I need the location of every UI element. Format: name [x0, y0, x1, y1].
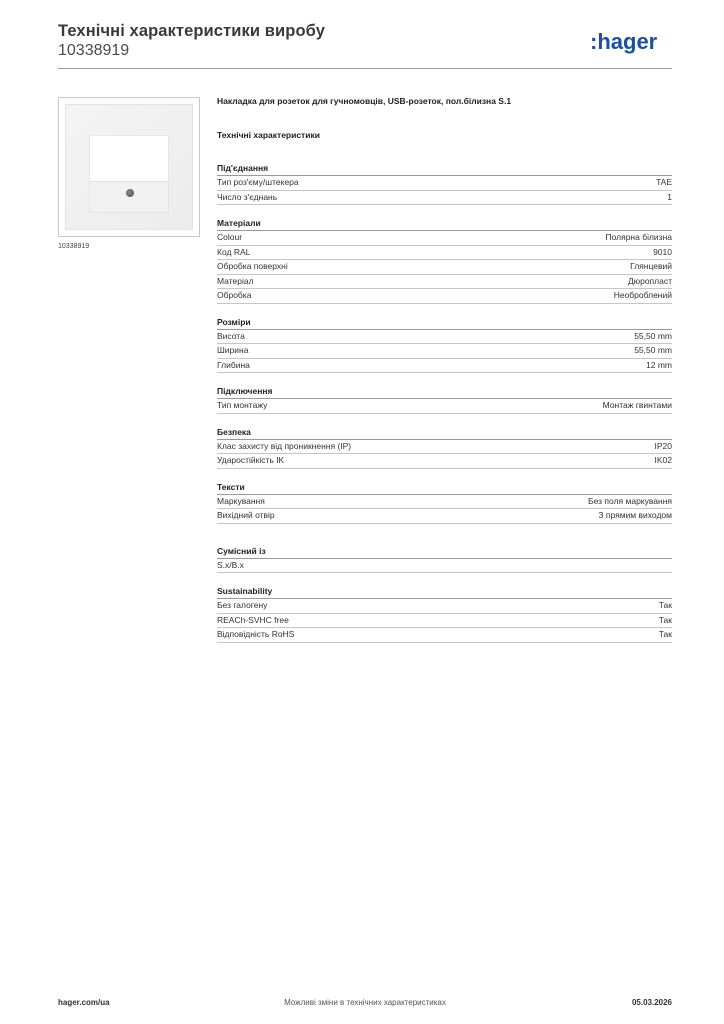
spec-value: 9010 — [653, 246, 672, 257]
spec-label: Клас захисту від проникнення (IP) — [217, 440, 352, 451]
spec-row — [217, 440, 672, 455]
spec-value: Необроблений — [613, 290, 672, 300]
spec-row — [217, 260, 672, 275]
spec-row — [217, 454, 672, 469]
spec-value: Так — [658, 629, 672, 639]
spec-section — [217, 546, 672, 574]
section-title: Підключення — [217, 386, 672, 399]
footer-website: hager.com/ua — [58, 998, 110, 1007]
section-title: Тексти — [217, 482, 672, 495]
spec-value: З прямим виходом — [598, 510, 672, 520]
section-title: Під'єднання — [217, 163, 672, 176]
spec-value: 55,50 mm — [634, 330, 672, 341]
page-footer — [58, 998, 672, 1012]
spec-value: 1 — [667, 191, 672, 202]
spec-row — [217, 509, 672, 524]
spec-row — [217, 330, 672, 345]
spec-label: Ширина — [217, 345, 249, 355]
spec-value: IP20 — [654, 440, 672, 451]
spec-label: Висота — [217, 330, 245, 341]
footer-disclaimer: Можливі зміни в технічних характеристиках — [284, 998, 446, 1007]
spec-section — [217, 317, 672, 374]
header-divider — [58, 68, 672, 69]
spec-value: Без поля маркування — [588, 495, 672, 506]
spec-row — [217, 275, 672, 290]
page-header — [58, 22, 672, 60]
spec-row — [217, 176, 672, 191]
spec-row — [217, 495, 672, 510]
spec-label: Colour — [217, 232, 243, 242]
spec-value: IK02 — [654, 455, 672, 465]
spec-label: Відповідність RoHS — [217, 629, 295, 639]
section-title: Сумісний із — [217, 546, 672, 559]
spec-label: Удароcтійкість IK — [217, 455, 285, 465]
document-number: 10338919 — [58, 42, 130, 59]
spec-value: Так — [658, 600, 672, 610]
spec-label: Код RAL — [217, 246, 251, 257]
spec-row — [217, 191, 672, 206]
plate-opening — [90, 136, 168, 182]
spec-value: Глянцевий — [630, 261, 672, 271]
spec-row — [217, 559, 672, 574]
spec-sections — [217, 163, 672, 643]
product-description: Накладка для розеток для гучномовців, USB-розеток, пол.білизна S.1 — [217, 96, 512, 106]
spec-value: Монтаж гвинтами — [602, 400, 672, 410]
spec-row — [217, 344, 672, 359]
spec-value: 12 mm — [646, 359, 672, 370]
section-title: Безпека — [217, 427, 672, 440]
document-title: Технічні характеристики виробу — [58, 22, 325, 40]
spec-row — [217, 599, 672, 614]
spec-label: Число з'єднань — [217, 191, 278, 202]
spec-label: Без галогену — [217, 600, 268, 610]
spec-row — [217, 399, 672, 414]
product-image — [58, 97, 200, 237]
spec-value: TAE — [656, 177, 672, 187]
spec-row — [217, 289, 672, 304]
spec-label: Матеріал — [217, 275, 254, 286]
hager-logo — [590, 30, 672, 54]
spec-heading: Технічні характеристики — [217, 130, 320, 140]
spec-section — [217, 586, 672, 643]
spec-label: Глибина — [217, 359, 250, 370]
section-title: Sustainability — [217, 586, 672, 599]
spec-section — [217, 482, 672, 524]
spec-label: Тип монтажу — [217, 400, 268, 410]
logo-text: :hager — [590, 30, 658, 54]
spec-section — [217, 163, 672, 205]
spec-label: Обробка поверхні — [217, 261, 288, 271]
screw-icon — [126, 189, 134, 197]
spec-row — [217, 628, 672, 643]
section-title: Матеріали — [217, 218, 672, 231]
plate-lower-panel — [90, 182, 168, 212]
spec-section — [217, 386, 672, 414]
section-title: Розміри — [217, 317, 672, 330]
spec-label: REACh-SVHC free — [217, 614, 289, 625]
spec-row — [217, 246, 672, 261]
spec-value: 55,50 mm — [634, 345, 672, 355]
spec-label: Вихідний отвір — [217, 510, 275, 520]
spec-label: Тип роз'єму/штекера — [217, 177, 299, 187]
spec-section — [217, 427, 672, 469]
spec-row — [217, 614, 672, 629]
spec-value: Полярна білизна — [605, 232, 672, 242]
spec-label: S.x/B.x — [217, 559, 244, 570]
spec-section — [217, 218, 672, 304]
spec-value: Дюропласт — [627, 275, 672, 286]
spec-label: Обробка — [217, 290, 252, 300]
spec-label: Маркування — [217, 495, 265, 506]
spec-row — [217, 359, 672, 374]
spec-content — [217, 95, 672, 643]
footer-date: 05.03.2026 — [631, 998, 672, 1007]
cover-plate-graphic — [65, 104, 193, 230]
image-caption: 10338919 — [58, 243, 90, 250]
spec-value: Так — [658, 614, 672, 625]
spec-row — [217, 231, 672, 246]
